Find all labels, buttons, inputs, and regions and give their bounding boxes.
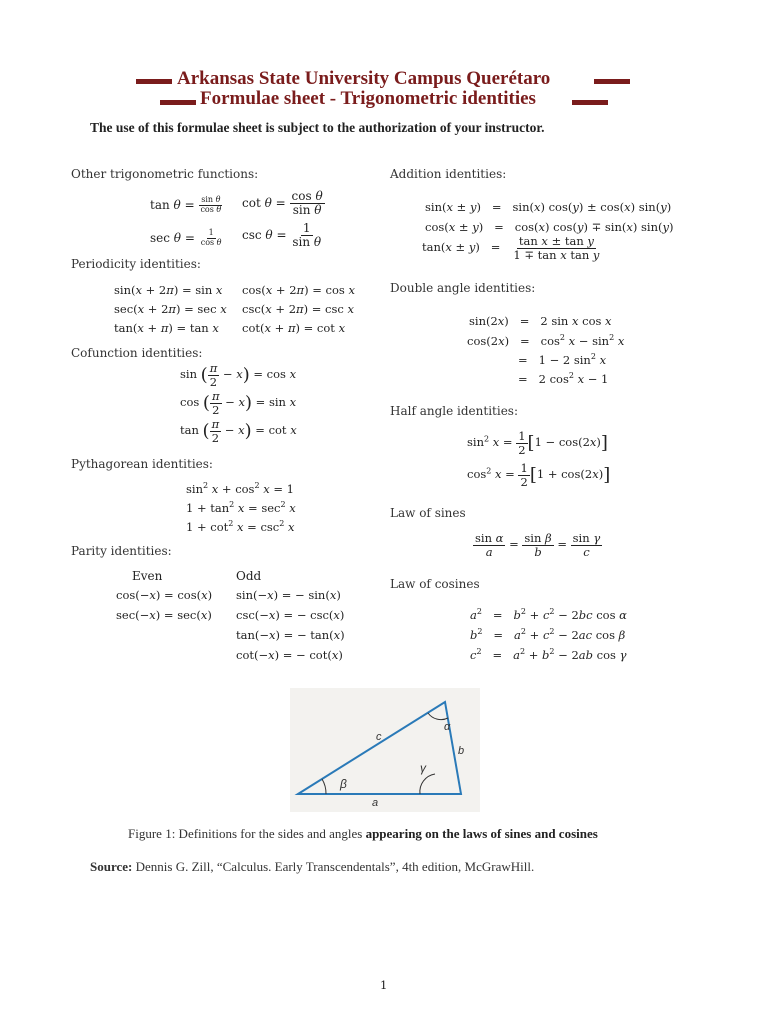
parity-even-header: Even [132, 569, 163, 583]
eq-law-cos-b: $b^2 = a^2 + c^2 - 2ac$ cos β [470, 627, 626, 642]
source-note [90, 859, 534, 875]
eq-period-sin: sin(x + 2π) = sin x [114, 283, 223, 297]
eq-sec-def: sec θ = $\frac{1}{\text{cos θ}}$ [150, 228, 222, 247]
section-other-functions: Other trigonometric functions: [71, 167, 259, 181]
eq-half-cos: $\cos^2 x$ = $\frac{1}{2}$ [1 + cos(2x)] [467, 461, 611, 489]
eq-parity-sin: sin(−x) = − sin(x) [236, 588, 341, 602]
section-double-angle: Double angle identities: [390, 281, 536, 295]
eq-pyth-1: $\sin^2 x + \cos^2 x = 1$ [186, 481, 294, 496]
eq-cofunc-tan: tan ( $\frac{\pi}{2}$ − x) = cot x [180, 417, 297, 445]
eq-parity-tan: tan(−x) = − tan(x) [236, 628, 345, 642]
eq-half-sin: $\sin^2 x$ = $\frac{1}{2}$ [1 − cos(2x)] [467, 429, 608, 457]
eq-tan-def: tan θ = $\frac{\text{sin θ}}{\text{cos θ}}$ [150, 195, 222, 214]
page-subtitle: Formulae sheet - Trigonometric identities [200, 88, 536, 109]
title-decoration-right-1 [594, 79, 630, 84]
label-side-a: a [372, 797, 379, 809]
parity-odd-header: Odd [236, 569, 262, 583]
eq-double-cos-1: $\cos(2x) = \cos^2 x - \sin^2 x$ [467, 333, 625, 348]
caption-prefix: Figure 1: Definitions for the sides and angles [128, 826, 366, 841]
title-decoration-right-2 [572, 100, 608, 105]
figure-caption [128, 826, 598, 842]
eq-parity-sec: sec(−x) = sec(x) [116, 608, 212, 622]
eq-double-cos-3: = 2 $\cos^2 x - 1$ [518, 371, 609, 386]
label-angle-gamma: γ [420, 761, 426, 775]
eq-double-sin: sin(2x) = 2 sin x cos x [469, 314, 612, 328]
section-law-of-sines: Law of sines [390, 506, 466, 520]
label-side-c: c [376, 731, 382, 743]
eq-parity-csc: csc(−x) = − csc(x) [236, 608, 345, 622]
eq-add-tan: tan(x ± y) = $\frac{\text{tan x ± tan y}}{\text{1 ∓ tan x tan y}}$ [422, 234, 600, 262]
section-pythagorean: Pythagorean identities: [71, 457, 213, 471]
eq-law-cos-c: $c^2 = a^2 + b^2 - 2ab$ cos γ [470, 647, 627, 662]
source-label: Source: [90, 859, 133, 874]
eq-cot-def: cot θ = $\frac{\text{cos θ}}{\text{sin θ}}$ [242, 189, 323, 218]
section-addition: Addition identities: [390, 167, 507, 181]
eq-law-sines: $\frac{\text{sin α}}{a}$ = $\frac{\text{sin β}}{b}$ = $\frac{\text{sin γ}}{c}$ [475, 531, 601, 559]
page-number: 1 [380, 978, 388, 992]
title-decoration-left-1 [136, 79, 172, 84]
eq-period-cos: cos(x + 2π) = cos x [242, 283, 355, 297]
section-parity: Parity identities: [71, 544, 172, 558]
eq-period-csc: csc(x + 2π) = csc x [242, 302, 354, 316]
section-law-of-cosines: Law of cosines [390, 577, 480, 591]
eq-csc-def: csc θ = $\frac{1}{\text{sin θ}}$ [242, 221, 322, 250]
eq-period-tan: tan(x + π) = tan x [114, 321, 219, 335]
label-angle-alpha: α [444, 721, 451, 733]
section-periodicity: Periodicity identities: [71, 257, 201, 271]
eq-law-cos-a: $a^2 = b^2 + c^2 - 2bc$ cos α [470, 607, 627, 622]
label-angle-beta: β [340, 777, 347, 791]
eq-cofunc-cos: cos ( $\frac{\pi}{2}$ − x) = sin x [180, 389, 297, 417]
triangle-figure [290, 688, 480, 812]
eq-cofunc-sin: sin ( $\frac{\pi}{2}$ − x) = cos x [180, 361, 297, 389]
eq-parity-cos: cos(−x) = cos(x) [116, 588, 213, 602]
eq-pyth-2: $1 + \tan^2 x = \sec^2 x$ [186, 500, 296, 515]
section-cofunction: Cofunction identities: [71, 346, 203, 360]
title-decoration-left-2 [160, 100, 196, 105]
section-half-angle: Half angle identities: [390, 404, 519, 418]
caption-bold: appearing on the laws of sines and cosines [365, 826, 598, 841]
eq-add-cos: cos(x ± y) = cos(x) cos(y) ∓ sin(x) sin(y) [425, 220, 674, 234]
eq-period-cot: cot(x + π) = cot x [242, 321, 346, 335]
page-title: Arkansas State University Campus Querétaro [177, 68, 551, 89]
eq-pyth-3: $1 + \cot^2 x = \csc^2 x$ [186, 519, 295, 534]
usage-notice: The use of this formulae sheet is subject to the authorization of your instructor. [90, 120, 545, 135]
eq-parity-cot: cot(−x) = − cot(x) [236, 648, 343, 662]
eq-add-sin: sin(x ± y) = sin(x) cos(y) ± cos(x) sin(y) [425, 200, 672, 214]
source-text: Dennis G. Zill, “Calculus. Early Transcendentals”, 4th edition, McGrawHill. [132, 859, 535, 874]
label-side-b: b [458, 745, 465, 757]
eq-period-sec: sec(x + 2π) = sec x [114, 302, 227, 316]
eq-double-cos-2: = 1 − 2 $\sin^2 x$ [518, 352, 607, 367]
